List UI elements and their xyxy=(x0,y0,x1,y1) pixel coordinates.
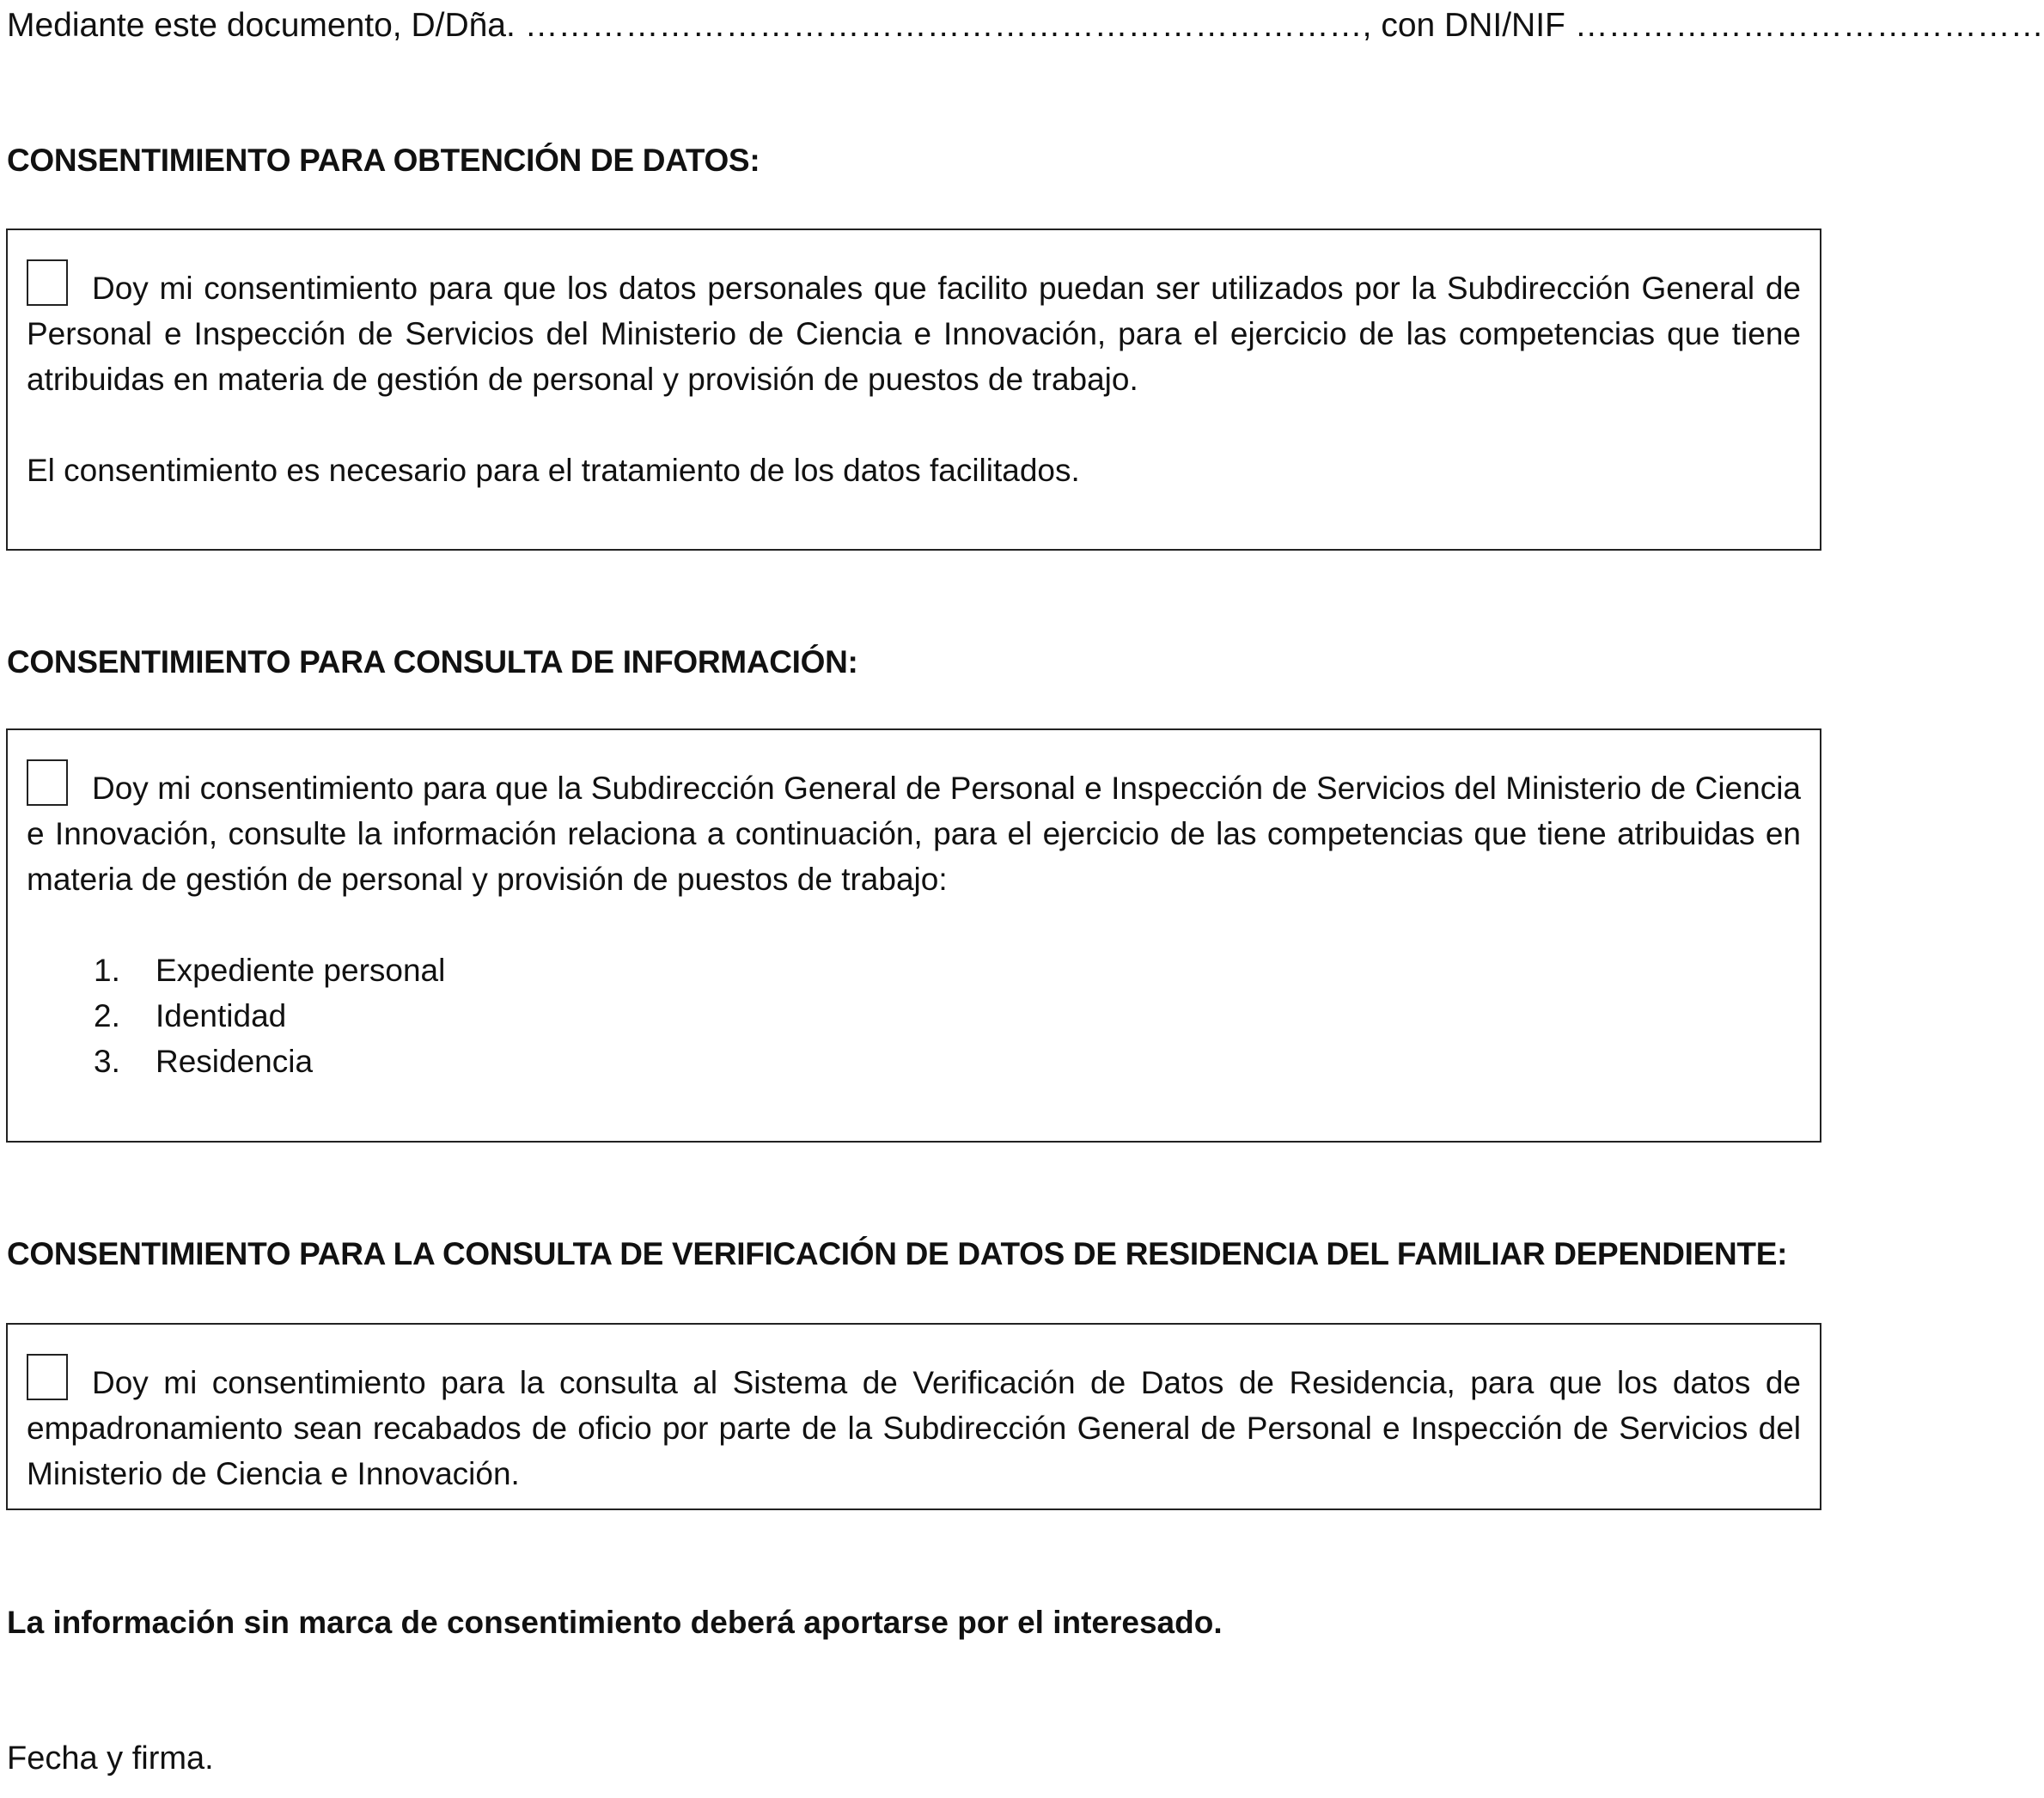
spacer xyxy=(27,902,1801,948)
list-item-number: 2. xyxy=(94,998,120,1033)
consent-box-content xyxy=(27,1354,1801,1496)
section-heading-information-query: CONSENTIMIENTO PARA CONSULTA DE INFORMACIÓN: xyxy=(7,644,858,680)
consent-text: Doy mi consentimiento para que la Subdirección General de Personal e Inspección de Servicios del Ministerio de Ciencia e Innovación, consulte la información relaciona a continuación, para el ejercicio de las competencias que tiene atribuidas en materia de gestión de personal y provisión de puestos de trabajo: xyxy=(27,771,1801,897)
list-item xyxy=(27,948,1801,993)
section-heading-residence-verification: CONSENTIMIENTO PARA LA CONSULTA DE VERIFICACIÓN DE DATOS DE RESIDENCIA DEL FAMILIAR DEPENDIENTE: xyxy=(7,1236,1788,1271)
intro-line: Mediante este documento, D/Dña. …………………………………………………………………, con DNI/NIF …………………………………… xyxy=(7,7,2044,44)
consent-box-residence-verification xyxy=(6,1323,1821,1510)
list-item-label: Identidad xyxy=(156,998,287,1033)
consent-paragraph xyxy=(27,259,1801,402)
consent-text: Doy mi consentimiento para que los datos personales que facilito puedan ser utilizados por la Subdirección General de Personal e Inspección de Servicios del Ministerio de Ciencia e Innovación, para el ejercicio de las competencias que tiene atribuidas en materia de gestión de personal y provisión de puestos de trabajo. xyxy=(27,271,1801,397)
consent-box-content xyxy=(27,259,1801,493)
consent-text: Doy mi consentimiento para la consulta al Sistema de Verificación de Datos de Residencia, para que los datos de empadronamiento sean recabados de oficio por parte de la Subdirección General de Personal e Inspección de Servicios del Ministerio de Ciencia e Innovación. xyxy=(27,1365,1801,1491)
list-item xyxy=(27,1039,1801,1084)
missing-consent-note: La información sin marca de consentimiento deberá aportarse por el interesado. xyxy=(7,1605,1223,1640)
consent-box-content xyxy=(27,759,1801,1084)
consent-checkbox-data-collection[interactable] xyxy=(27,259,68,306)
list-item-label: Residencia xyxy=(156,1044,314,1079)
information-items-list xyxy=(27,948,1801,1084)
consent-paragraph xyxy=(27,759,1801,902)
list-item-number: 3. xyxy=(94,1044,120,1079)
spacer xyxy=(27,402,1801,448)
section-heading-data-collection: CONSENTIMIENTO PARA OBTENCIÓN DE DATOS: xyxy=(7,143,760,178)
consent-box-data-collection xyxy=(6,229,1821,551)
list-item-number: 1. xyxy=(94,953,120,988)
list-item-label: Expediente personal xyxy=(156,953,446,988)
consent-paragraph xyxy=(27,1354,1801,1496)
consent-checkbox-information-query[interactable] xyxy=(27,759,68,806)
consent-note: El consentimiento es necesario para el tratamiento de los datos facilitados. xyxy=(27,453,1080,488)
consent-box-information-query xyxy=(6,728,1821,1143)
list-item xyxy=(27,993,1801,1039)
date-and-signature-label: Fecha y firma. xyxy=(7,1740,214,1777)
consent-checkbox-residence-verification[interactable] xyxy=(27,1354,68,1400)
